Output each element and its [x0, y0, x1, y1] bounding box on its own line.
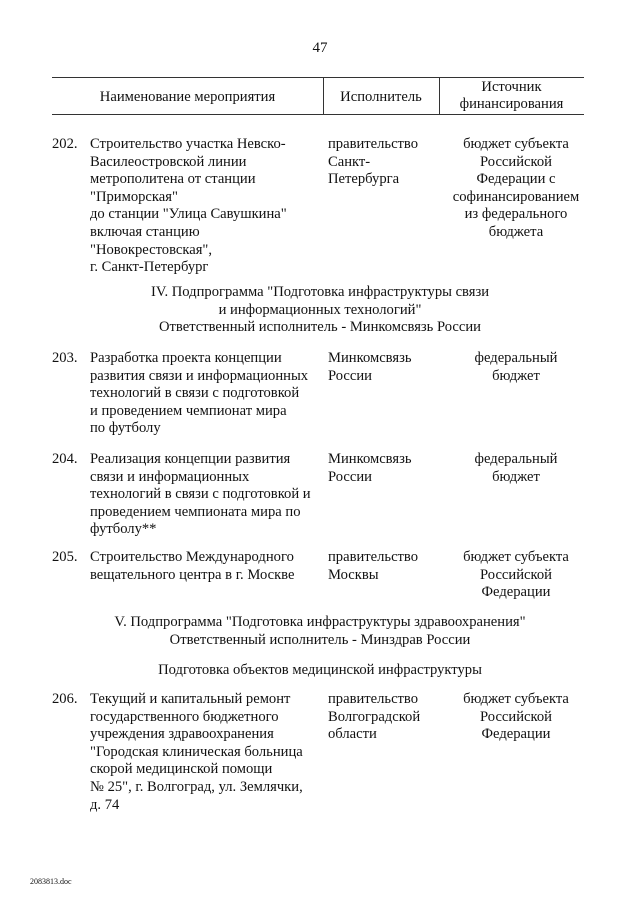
row-name: Текущий и капитальный ремонт государственного бюджетного учреждения здравоохранения "Городская клиническая больница скорой медицинской помощи № 25", г. Волгоград, ул. Землячки, д. 74 — [90, 691, 303, 813]
row-name: Разработка проекта концепции развития связи и информационных технологий в связи с подготовкой и проведением чемпионат мира по футболу — [90, 350, 309, 437]
row-funding: федеральный бюджет — [474, 451, 558, 485]
row-number: 204. — [52, 451, 78, 467]
row-executor: правительство Волгоградской области — [328, 691, 421, 743]
page-number: 47 — [312, 40, 328, 56]
row-number: 203. — [52, 350, 78, 366]
row-funding: федеральный бюджет — [474, 350, 558, 384]
row-funding: бюджет субъекта Российской Федерации — [463, 691, 569, 743]
row-funding: бюджет субъекта Российской Федерации — [463, 549, 569, 601]
row-executor: правительство Санкт- Петербурга — [328, 136, 419, 188]
row-executor: Минкомсвязь России — [328, 350, 412, 384]
table-header-bottom-rule — [52, 114, 584, 115]
file-name-footer: 2083813.doc — [30, 877, 72, 886]
row-executor: правительство Москвы — [328, 549, 419, 583]
table-header-top-rule — [52, 77, 584, 78]
row-funding: бюджет субъекта Российской Федерации с софинансированием из федерального бюджета — [452, 136, 580, 240]
column-header-name: Наименование мероприятия — [99, 89, 276, 105]
row-name: Строительство Международного вещательного центра в г. Москве — [90, 549, 295, 583]
row-number: 205. — [52, 549, 78, 565]
row-name: Реализация концепции развития связи и информационных технологий в связи с подготовкой и проведением чемпионата мира по футболу** — [90, 451, 311, 538]
section-v-subheading: Подготовка объектов медицинской инфраструктуры — [158, 662, 482, 678]
column-header-executor: Исполнитель — [340, 89, 422, 105]
row-number: 206. — [52, 691, 78, 707]
row-number: 202. — [52, 136, 78, 152]
section-iv-heading: IV. Подпрограмма "Подготовка инфраструктуры связи и информационных технологий" Ответственный исполнитель - Минкомсвязь России — [150, 284, 490, 336]
row-name: Строительство участка Невско- Василеостровской линии метрополитена от станции "Приморская" до станции "Улица Савушкина" включая станцию "Новокрестовская", г. Санкт-Петербург — [90, 136, 287, 276]
column-header-source: Источник финансирования — [459, 79, 564, 112]
row-executor: Минкомсвязь России — [328, 451, 412, 485]
section-v-heading: V. Подпрограмма "Подготовка инфраструктуры здравоохранения" Ответственный исполнитель - Минздрав России — [114, 614, 526, 648]
